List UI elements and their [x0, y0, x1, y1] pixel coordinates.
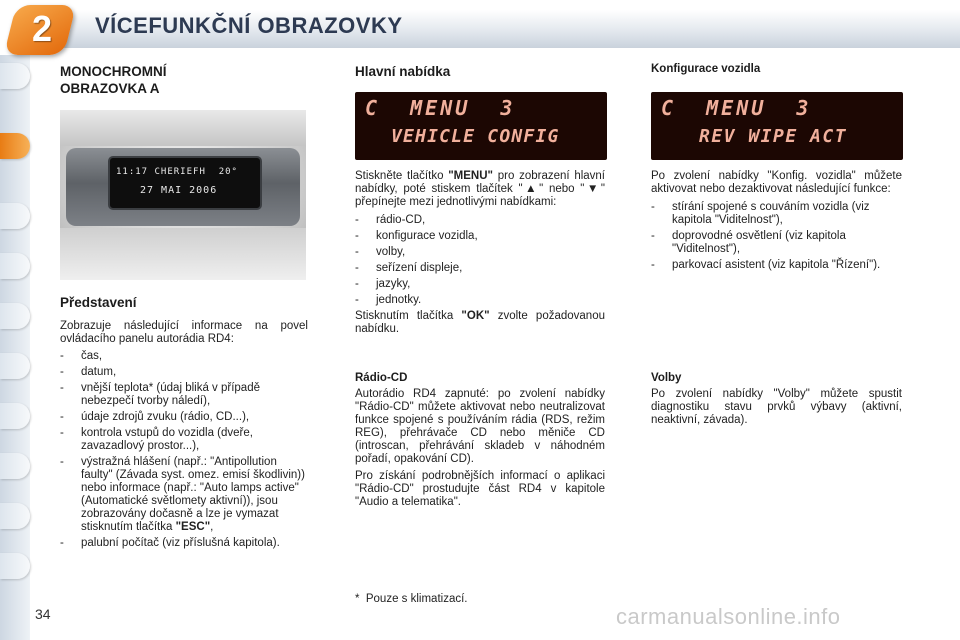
dashboard-top	[60, 110, 306, 146]
lcd-line-menu: C MENU 3	[661, 96, 812, 120]
page-title: VÍCEFUNKČNÍ OBRAZOVKY	[95, 13, 403, 38]
options-title: Volby	[651, 372, 682, 384]
lcd-line-vehicle-config: VEHICLE CONFIG	[391, 126, 560, 147]
dashboard-housing	[66, 148, 300, 226]
monochrome-screen	[108, 156, 262, 210]
list-item: - vnější teplota* (údaj bliká v případě nebezpečí tvorby náledí),	[60, 382, 260, 407]
lcd-line-menu: C MENU 3	[365, 96, 516, 120]
chapter-tab[interactable]	[0, 253, 30, 279]
list-item: - seřízení displeje,	[355, 262, 463, 274]
list-item: - jazyky,	[355, 278, 411, 290]
vehicle-config-text: Po zvolení nabídky "Konfig. vozidla" můžete aktivovat nebo dezaktivovat následující funkce:	[651, 170, 902, 195]
chapter-tab[interactable]	[0, 403, 30, 429]
list-item: - volby,	[355, 246, 406, 258]
list-item: - rádio-CD,	[355, 214, 426, 226]
display-line-date: 27 MAI 2006	[140, 185, 218, 196]
list-item: - čas,	[60, 350, 103, 362]
footnote: * Pouze s klimatizací.	[355, 593, 468, 605]
chapter-tab[interactable]	[0, 353, 30, 379]
list-item: - stírání spojené s couváním vozidla (viz kapitola "Viditelnost"),	[651, 201, 870, 226]
section-heading-vehicle-config: Konfigurace vozidla	[651, 63, 761, 75]
options-text: Po zvolení nabídky "Volby" můžete spustit diagnostiku stavu prvků výbavy (aktivní, neaktivní, závada).	[651, 388, 902, 426]
chapter-tab-active[interactable]	[0, 133, 30, 159]
list-item: - údaje zdrojů zvuku (rádio, CD...),	[60, 411, 250, 423]
chapter-tab[interactable]	[0, 503, 30, 529]
main-menu-text: Stiskněte tlačítko "MENU" pro zobrazení hlavní nabídky, poté stiskem tlačítek "▲" nebo "▼" přepínejte mezi jednotlivými nabídkami:	[355, 170, 606, 208]
list-item: - výstražná hlášení (např.: "Antipollution faulty" (Závada syst. omez. emisí škodlivin)) nebo informace (např.: "Auto lamps active" (Automatické světlomety aktivní)), jsou zobrazovány dočasně a lze je vymazat stisknutím tlačítka "ESC",	[60, 456, 305, 533]
chapter-tab[interactable]	[0, 303, 30, 329]
radio-cd-text: Autorádio RD4 zapnuté: po zvolení nabídky "Rádio-CD" můžete aktivovat nebo neutralizovat funkce spojené s používáním rádia (RDS, režim REG), přehrávače CD nebo měniče CD (introscan, přehrávání skladeb v náhodném pořadí, opakování CD).	[355, 388, 605, 465]
chapter-tab[interactable]	[0, 553, 30, 579]
lcd-screen-main-menu	[355, 92, 607, 160]
radio-cd-more: Pro získání podrobnějších informací o aplikaci "Rádio-CD" prostudujte část RD4 v kapitole "Audio a telematika".	[355, 470, 605, 508]
page-number: 34	[35, 606, 51, 622]
list-item: - parkovací asistent (viz kapitola "Řízení").	[651, 259, 881, 271]
menu-key-label: "MENU"	[448, 170, 493, 182]
list-item: - doprovodné osvětlení (viz kapitola "Viditelnost"),	[651, 230, 846, 255]
list-item: - kontrola vstupů do vozidla (dveře, zavazadlový prostor...),	[60, 427, 253, 452]
section-heading-monochrome: MONOCHROMNÍ OBRAZOVKA A	[60, 64, 167, 96]
intro-text: Zobrazuje následující informace na povel ovládacího panelu autorádia RD4:	[60, 320, 308, 345]
chapter-tab[interactable]	[0, 63, 30, 89]
chapter-number: 2	[31, 8, 53, 49]
vehicle-config-block	[651, 170, 902, 275]
section-title-intro: Představení	[60, 295, 137, 310]
list-item: - palubní počítač (viz příslušná kapitola).	[60, 537, 280, 549]
lcd-line-rev-wipe: REV WIPE ACT	[699, 126, 848, 147]
section-heading-main-menu: Hlavní nabídka	[355, 64, 451, 79]
esc-key-label: "ESC"	[175, 521, 211, 533]
ok-key-label: "OK"	[461, 310, 490, 322]
radio-cd-block	[355, 388, 605, 509]
dashboard-display-photo	[60, 110, 306, 280]
main-menu-block	[355, 170, 605, 336]
chapter-tab-strip	[0, 55, 30, 640]
chapter-tab[interactable]	[0, 203, 30, 229]
list-item: - jednotky.	[355, 294, 422, 306]
dashboard-bottom	[60, 228, 306, 280]
watermark: carmanualsonline.info	[616, 604, 841, 629]
list-item: - datum,	[60, 366, 117, 378]
display-line-time: 11:17 CHERIEFH 20°	[116, 167, 238, 177]
list-item: - konfigurace vozidla,	[355, 230, 478, 242]
radio-cd-title: Rádio-CD	[355, 372, 408, 384]
options-block	[651, 388, 902, 427]
ok-instruction: Stisknutím tlačítka "OK" zvolte požadovanou nabídku.	[355, 310, 605, 335]
lcd-screen-vehicle-config	[651, 92, 903, 160]
page-header	[0, 0, 960, 58]
intro-block	[60, 320, 308, 553]
chapter-tab[interactable]	[0, 453, 30, 479]
